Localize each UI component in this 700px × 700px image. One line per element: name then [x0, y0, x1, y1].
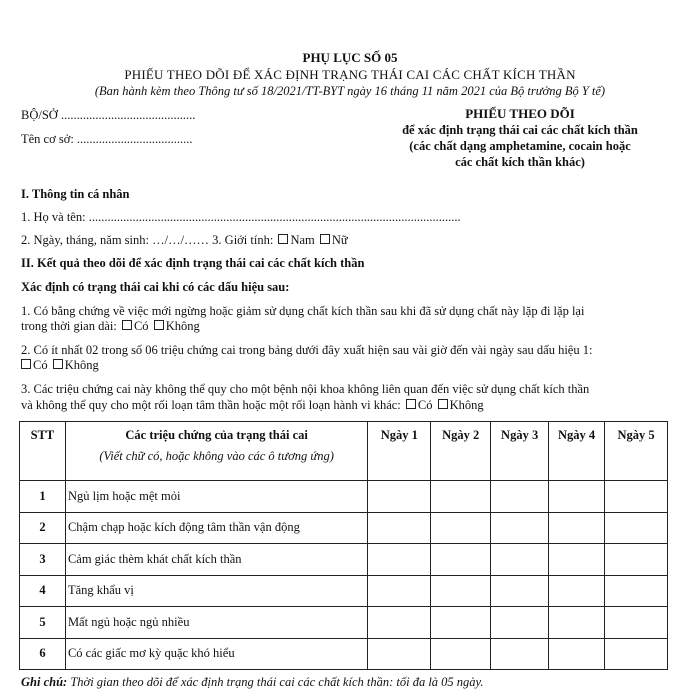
issued-note: (Ban hành kèm theo Thông tư số 18/2021/TT-BYT ngày 16 tháng 11 năm 2021 của Bộ trưởng Bộ Y tế) [94, 84, 606, 98]
col-symptom-title: Các triệu chứng của trạng thái cai [125, 428, 308, 442]
item3-yes-checkbox[interactable] [406, 399, 416, 409]
day1-cell[interactable] [368, 544, 431, 576]
day3-cell[interactable] [491, 512, 549, 544]
row-stt: 6 [20, 638, 66, 670]
row-symptom: Chậm chạp hoặc kích động tâm thần vận động [65, 512, 367, 544]
day2-cell[interactable] [431, 575, 491, 607]
row-symptom: Có các giấc mơ kỳ quặc khó hiểu [65, 638, 367, 670]
col-day3-header: Ngày 3 [491, 422, 549, 481]
female-checkbox[interactable] [320, 234, 330, 244]
note-text: Thời gian theo dõi để xác định trạng thái cai các chất kích thần: tối đa là 05 ngày. [67, 675, 484, 689]
item2-answer-line [21, 358, 681, 373]
col-day4-header: Ngày 4 [549, 422, 605, 481]
name-field[interactable]: 1. Họ và tên: ....................................................................................................................... [21, 210, 461, 224]
item1-no-checkbox[interactable] [154, 320, 164, 330]
day2-cell[interactable] [431, 481, 491, 513]
item1-text-cont: trong thời gian dài: [21, 319, 117, 333]
dob-gender-line [21, 233, 681, 248]
item2-text: 2. Có ít nhất 02 trong số 06 triệu chứng cai trong bảng dưới đây xuất hiện sau vài giờ đến vài ngày sau dấu hiệu 1: [21, 343, 593, 357]
day2-cell[interactable] [431, 607, 491, 639]
row-stt: 2 [20, 512, 66, 544]
note-label: Ghi chú: [21, 675, 68, 689]
item3-no-checkbox[interactable] [438, 399, 448, 409]
day5-cell[interactable] [605, 575, 668, 607]
col-day2-header: Ngày 2 [431, 422, 491, 481]
day4-cell[interactable] [549, 481, 605, 513]
male-checkbox[interactable] [278, 234, 288, 244]
table-header-row [20, 422, 668, 481]
day5-cell[interactable] [605, 512, 668, 544]
item3-text: 3. Các triệu chứng cai này không thể quy cho một bệnh nội khoa không liên quan đến việc sử dụng chất kích thần [21, 382, 590, 396]
day5-cell[interactable] [605, 638, 668, 670]
section1-heading: I. Thông tin cá nhân [21, 187, 130, 201]
day3-cell[interactable] [491, 607, 549, 639]
day2-cell[interactable] [431, 512, 491, 544]
day1-cell[interactable] [368, 481, 431, 513]
col-day1-header: Ngày 1 [368, 422, 431, 481]
note [21, 675, 484, 690]
row-stt: 4 [20, 575, 66, 607]
item1-answer-line [21, 319, 681, 334]
item3-answer-line [21, 398, 681, 413]
day5-cell[interactable] [605, 607, 668, 639]
day4-cell[interactable] [549, 638, 605, 670]
table-row [20, 607, 668, 639]
col-day5-header: Ngày 5 [605, 422, 668, 481]
row-symptom: Mất ngủ hoặc ngủ nhiều [65, 607, 367, 639]
day1-cell[interactable] [368, 607, 431, 639]
right-heading-line2: để xác định trạng thái cai các chất kích thần [402, 123, 638, 137]
row-stt: 3 [20, 544, 66, 576]
item1-text: 1. Có bằng chứng về việc mới ngừng hoặc giảm sử dụng chất kích thần sau khi đã sử dụng chất này lặp đi lặp lại [21, 304, 585, 318]
col-stt-header: STT [20, 422, 66, 481]
day3-cell[interactable] [491, 544, 549, 576]
day4-cell[interactable] [549, 575, 605, 607]
form-title: PHIẾU THEO DÕI ĐỂ XÁC ĐỊNH TRẠNG THÁI CAI CÁC CHẤT KÍCH THẦN [124, 67, 576, 82]
item3-no-label: Không [449, 398, 484, 412]
item1-yes-checkbox[interactable] [122, 320, 132, 330]
row-symptom: Tăng khẩu vị [65, 575, 367, 607]
day3-cell[interactable] [491, 575, 549, 607]
day3-cell[interactable] [491, 481, 549, 513]
table-row [20, 575, 668, 607]
day1-cell[interactable] [368, 512, 431, 544]
item2-no-checkbox[interactable] [53, 359, 63, 369]
day2-cell[interactable] [431, 544, 491, 576]
symptom-table [19, 421, 668, 670]
appendix-title: PHỤ LỤC SỐ 05 [302, 50, 398, 65]
row-symptom: Ngủ lịm hoặc mệt mỏi [65, 481, 367, 513]
day4-cell[interactable] [549, 607, 605, 639]
day4-cell[interactable] [549, 544, 605, 576]
item1-yes-label: Có [133, 319, 149, 333]
col-symptom-header [65, 422, 367, 481]
female-label: Nữ [331, 233, 348, 247]
dob-field[interactable]: 2. Ngày, tháng, năm sinh: …/…/…… 3. Giới tính: [21, 233, 274, 247]
table-row [20, 512, 668, 544]
day5-cell[interactable] [605, 544, 668, 576]
ministry-field[interactable]: BỘ/SỞ ........................................... [21, 108, 196, 122]
male-label: Nam [290, 233, 315, 247]
day2-cell[interactable] [431, 638, 491, 670]
facility-field[interactable]: Tên cơ sở: ..................................... [21, 132, 193, 146]
table-row [20, 481, 668, 513]
day4-cell[interactable] [549, 512, 605, 544]
right-heading [360, 106, 680, 170]
table-row [20, 544, 668, 576]
col-symptom-subtitle: (Viết chữ có, hoặc không vào các ô tương ứng) [99, 449, 334, 463]
day5-cell[interactable] [605, 481, 668, 513]
item2-yes-label: Có [33, 358, 48, 372]
item3-yes-label: Có [417, 398, 433, 412]
right-heading-line4: các chất kích thần khác) [455, 155, 585, 169]
item3-text-cont: và không thể quy cho một rối loạn tâm thần hoặc một rối loạn hành vi khác: [21, 398, 401, 412]
item1-no-label: Không [165, 319, 200, 333]
day3-cell[interactable] [491, 638, 549, 670]
section2-heading: II. Kết quả theo dõi để xác định trạng thái cai các chất kích thần [21, 256, 365, 270]
item2-no-label: Không [64, 358, 99, 372]
right-heading-line3: (các chất dạng amphetamine, cocain hoặc [409, 139, 631, 153]
row-stt: 5 [20, 607, 66, 639]
right-heading-title: PHIẾU THEO DÕI [465, 106, 575, 121]
table-row [20, 638, 668, 670]
item2-yes-checkbox[interactable] [21, 359, 31, 369]
row-symptom: Cảm giác thèm khát chất kích thần [65, 544, 367, 576]
row-stt: 1 [20, 481, 66, 513]
day1-cell[interactable] [368, 638, 431, 670]
day1-cell[interactable] [368, 575, 431, 607]
section2-subheading: Xác định có trạng thái cai khi có các dấu hiệu sau: [21, 280, 290, 294]
